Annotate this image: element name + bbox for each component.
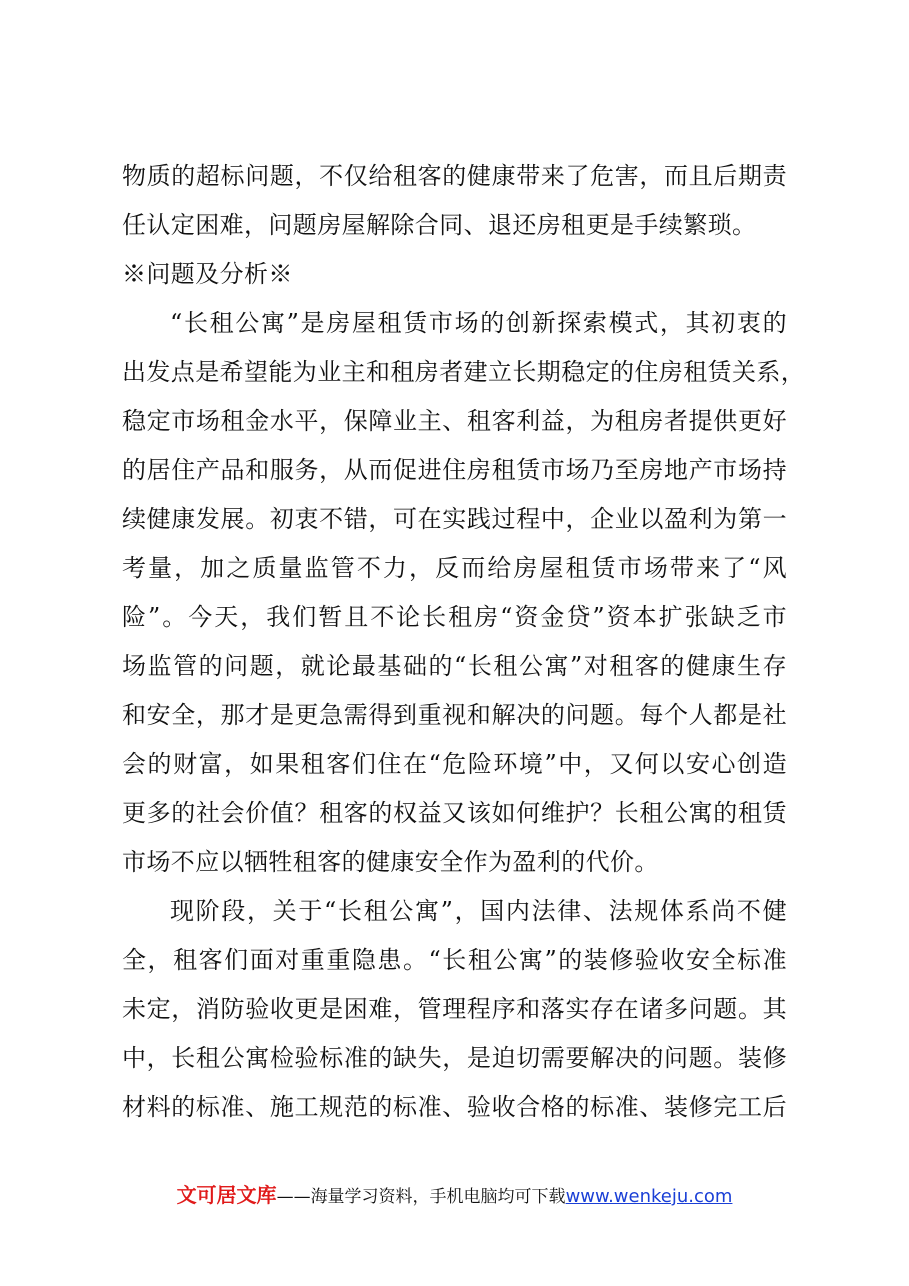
text-line: 险”。今天，我们暂且不论长租房“资金贷”资本扩张缺乏市: [122, 603, 787, 631]
text-line: 市场不应以牺牲租客的健康安全作为盈利的代价。: [122, 848, 659, 876]
text-line: 稳定市场租金水平，保障业主、租客利益，为租房者提供更好: [122, 407, 787, 435]
text-line: 中，长租公寓检验标准的缺失，是迫切需要解决的问题。装修: [122, 1044, 787, 1072]
page-footer: [0, 1182, 909, 1210]
footer-slogan: ——海量学习资料，手机电脑均可下载: [276, 1187, 566, 1207]
text-line: 现阶段，关于“长租公寓”，国内法律、法规体系尚不健: [170, 897, 787, 925]
section-heading: ※问题及分析※: [122, 260, 293, 288]
text-line: 材料的标准、施工规范的标准、验收合格的标准、装修完工后: [122, 1093, 787, 1121]
text-line: 场监管的问题，就论最基础的“长租公寓”对租客的健康生存: [122, 652, 787, 680]
text-line: 出发点是希望能为业主和租房者建立长期稳定的住房租赁关系，: [122, 358, 806, 386]
footer-website-link[interactable]: www.wenkeju.com: [565, 1186, 733, 1207]
footer-brand: 文可居文库: [176, 1183, 277, 1207]
text-line: 会的财富，如果租客们住在“危险环境”中，又何以安心创造: [122, 750, 787, 778]
text-line: 和安全，那才是更急需得到重视和解决的问题。每个人都是社: [122, 701, 787, 729]
text-line: “长租公寓”是房屋租赁市场的创新探索模式，其初衷的: [170, 309, 787, 337]
text-line: 任认定困难，问题房屋解除合同、退还房租更是手续繁琐。: [122, 211, 757, 239]
text-line: 物质的超标问题，不仅给租客的健康带来了危害，而且后期责: [122, 162, 787, 190]
document-body: [122, 152, 806, 1132]
text-line: 考量，加之质量监管不力，反而给房屋租赁市场带来了“风: [122, 554, 787, 582]
text-line: 全，租客们面对重重隐患。“长租公寓”的装修验收安全标准: [122, 946, 787, 974]
text-line: 更多的社会价值？租客的权益又该如何维护？长租公寓的租赁: [122, 799, 787, 827]
text-line: 的居住产品和服务，从而促进住房租赁市场乃至房地产市场持: [122, 456, 787, 484]
text-line: 未定，消防验收更是困难，管理程序和落实存在诸多问题。其: [122, 995, 787, 1023]
text-line: 续健康发展。初衷不错，可在实践过程中，企业以盈利为第一: [122, 505, 787, 533]
